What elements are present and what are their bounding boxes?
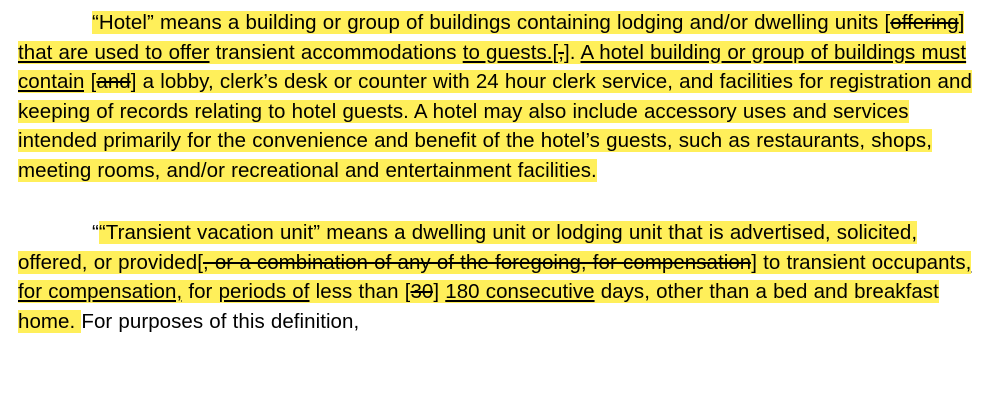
deleted-text-offering: offering xyxy=(890,11,959,34)
paragraph-hotel-definition xyxy=(18,8,982,185)
text-run: “Transient vacation unit” means a dwelling unit or lodging unit that is advertised, solicited, offered, or provided[ xyxy=(18,221,918,274)
text-run: “ xyxy=(92,221,99,244)
text-run: for xyxy=(182,280,219,303)
inserted-text-for-compensation: , for compensation, xyxy=(18,250,972,303)
deleted-text-combination-foregoing: , or a combination of any of the foregoing, for compensation xyxy=(202,250,752,274)
inserted-text-180-consecutive: 180 consecutive xyxy=(445,280,595,303)
text-run: [ xyxy=(552,40,559,64)
text-run: transient accommodations xyxy=(209,40,463,64)
text-run: ] to transient occupants xyxy=(751,250,966,274)
inserted-text-to-guests: to guests. xyxy=(462,40,553,64)
text-run: ] xyxy=(958,11,965,34)
deleted-text-comma: , xyxy=(558,40,564,64)
text-run: ] xyxy=(433,280,446,303)
text-run: days, other than a bed and breakfast home. xyxy=(18,280,939,333)
text-run: “Hotel” means a building or group of buildings containing lodging and/or dwelling units [ xyxy=(92,11,891,34)
inserted-text-hotel-building: A hotel building or group of buildings must contain xyxy=(18,40,967,93)
paragraph-transient-vacation-unit-definition xyxy=(18,218,982,336)
deleted-text-and: and xyxy=(96,70,131,93)
inserted-text-periods-of: periods of xyxy=(218,280,310,303)
inserted-text-that-are-used-to-offer: that are used to offer xyxy=(18,40,210,64)
text-run: ] a lobby, clerk’s desk or counter with 24 hour clerk service, and facilities for registration and keeping of records relating to hotel guests. A hotel may also include accessory uses and services intended primarily for the convenience and benefit of the hotel’s guests, such as restaurants, shops, meeting rooms, and/or recreational and entertainment facilities. xyxy=(18,70,972,182)
text-run: less than [ xyxy=(309,280,411,303)
text-run: For purposes of this definition, xyxy=(81,309,360,333)
deleted-text-30: 30 xyxy=(410,280,434,303)
text-run: [ xyxy=(84,70,97,93)
text-run: ]. xyxy=(564,40,581,64)
